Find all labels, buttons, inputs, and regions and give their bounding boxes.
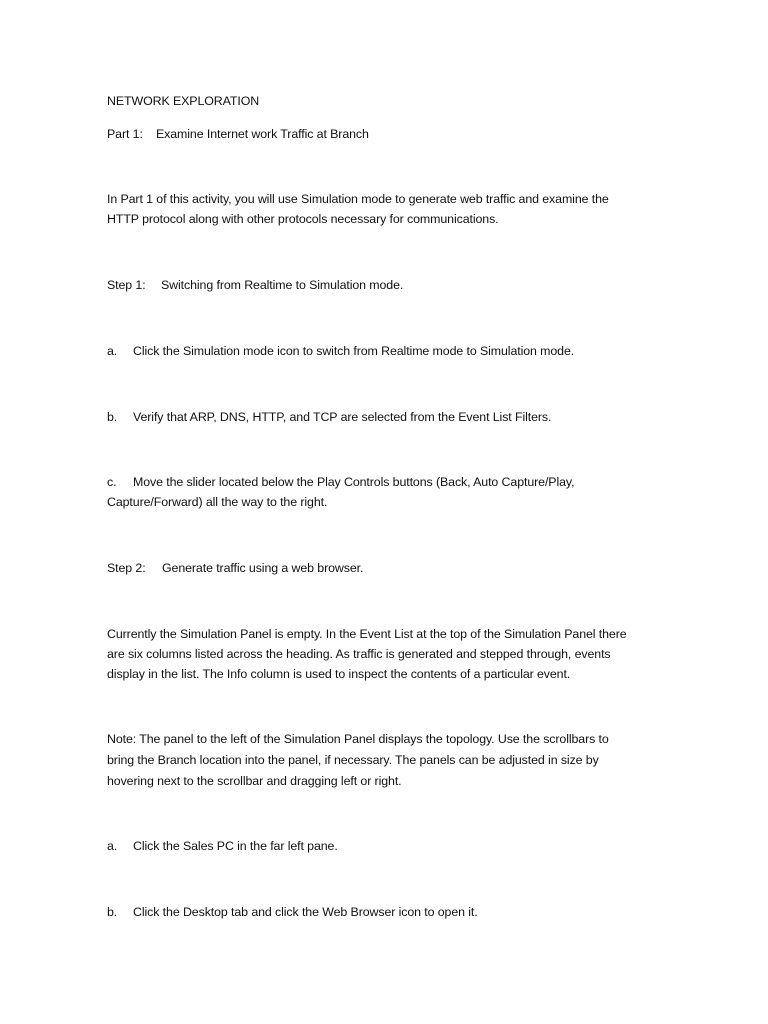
note-line-1: Note: The panel to the left of the Simulation Panel displays the topology. Use the scrollbars to: [107, 732, 609, 746]
step-heading-2: [107, 558, 363, 578]
list-item-a: [107, 836, 338, 856]
document-title: NETWORK EXPLORATION: [107, 94, 260, 108]
step-title: Switching from Realtime to Simulation mode.: [161, 278, 404, 292]
list-item-text: Click the Simulation mode icon to switch from Realtime mode to Simulation mode.: [133, 344, 575, 358]
list-item-b: [107, 407, 551, 427]
paragraph-line-3: display in the list. The Info column is used to inspect the contents of a particular event.: [107, 667, 571, 681]
list-item-c: [107, 472, 574, 492]
list-item-text: Click the Sales PC in the far left pane.: [133, 839, 338, 853]
list-item-text: Click the Desktop tab and click the Web Browser icon to open it.: [133, 905, 478, 919]
list-item-label: a.: [107, 839, 118, 853]
list-item-text: Move the slider located below the Play Controls buttons (Back, Auto Capture/Play,: [133, 475, 575, 489]
step-title: Generate traffic using a web browser.: [162, 561, 364, 575]
list-item-label: b.: [107, 905, 118, 919]
step-label: Step 2:: [107, 561, 146, 575]
list-item-text: Verify that ARP, DNS, HTTP, and TCP are selected from the Event List Filters.: [133, 410, 552, 424]
paragraph-line-1: Currently the Simulation Panel is empty. In the Event List at the top of the Simulation Panel there: [107, 627, 627, 641]
list-item-label: a.: [107, 344, 118, 358]
part-title: Examine Internet work Traffic at Branch: [156, 127, 369, 141]
list-item-label: c.: [107, 475, 117, 489]
list-item-label: b.: [107, 410, 118, 424]
note-line-2: bring the Branch location into the panel, if necessary. The panels can be adjusted in size by: [107, 753, 599, 767]
intro-line-1: In Part 1 of this activity, you will use Simulation mode to generate web traffic and examine the: [107, 192, 609, 206]
part-label: Part 1:: [107, 127, 143, 141]
list-item-c-continuation: Capture/Forward) all the way to the right.: [107, 495, 328, 509]
step-label: Step 1:: [107, 278, 146, 292]
step-heading-1: [107, 275, 403, 295]
intro-line-2: HTTP protocol along with other protocols necessary for communications.: [107, 212, 499, 226]
list-item-a: [107, 341, 574, 361]
paragraph-line-2: are six columns listed across the heading. As traffic is generated and stepped through, events: [107, 647, 611, 661]
note-line-3: hovering next to the scrollbar and dragging left or right.: [107, 774, 402, 788]
list-item-b: [107, 902, 478, 922]
part-heading: [107, 124, 369, 144]
